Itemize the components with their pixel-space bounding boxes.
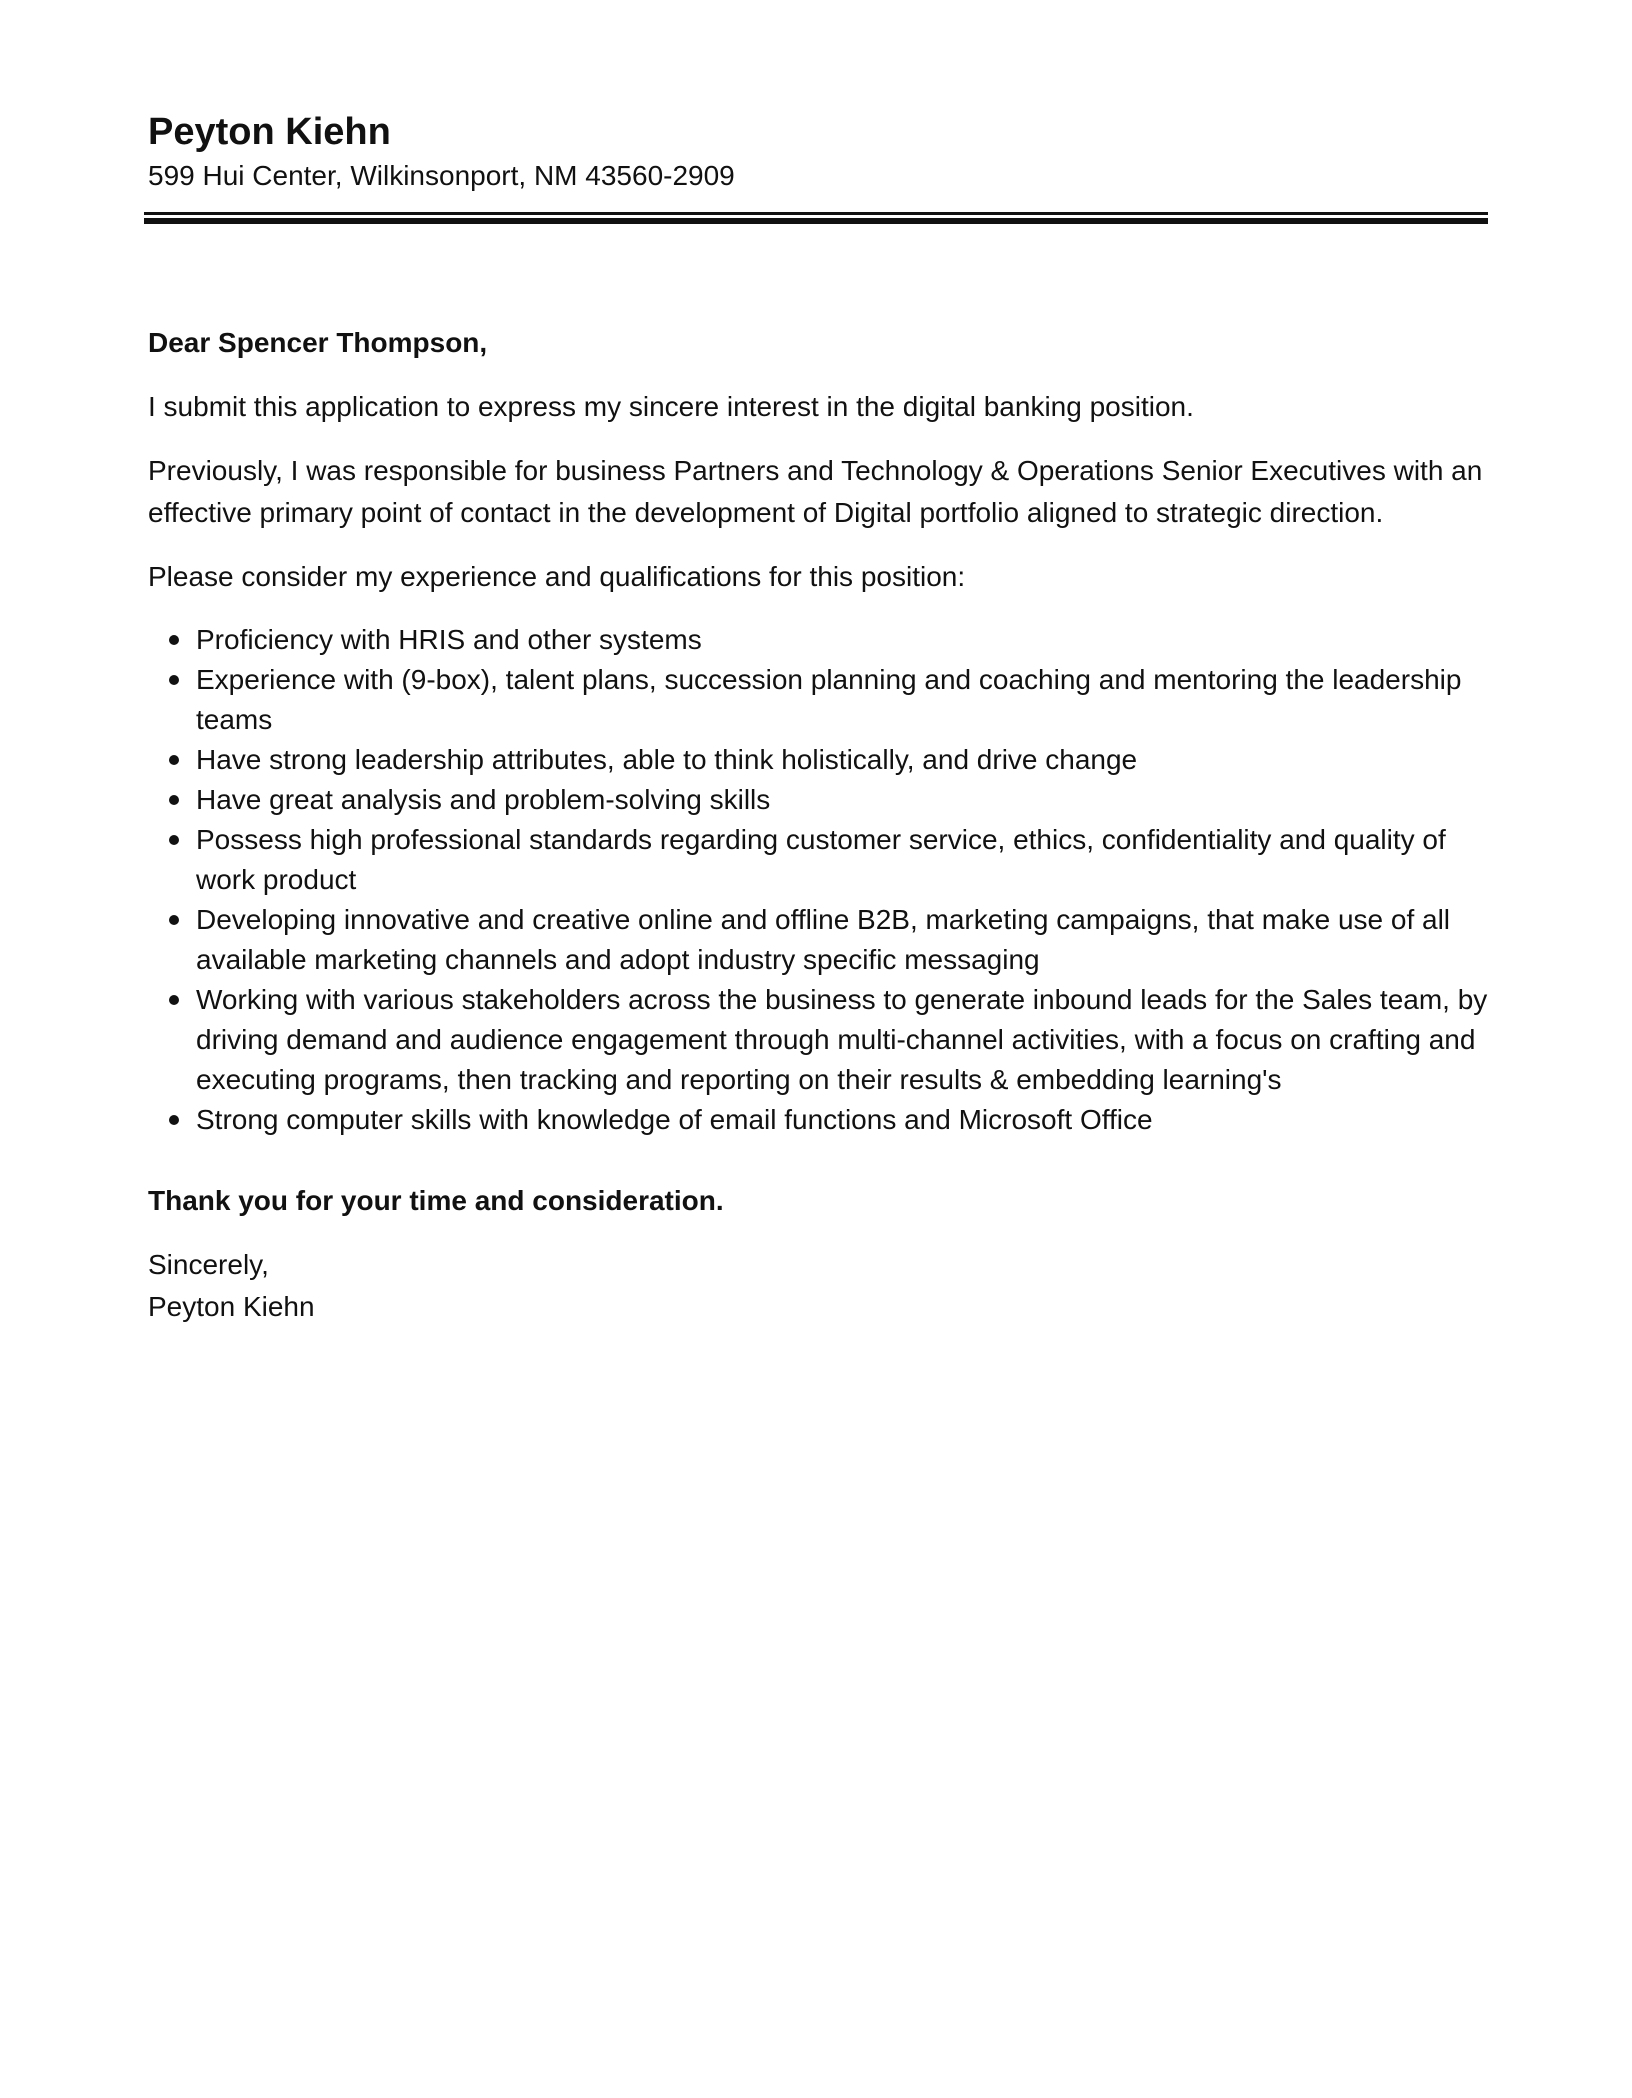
list-item: [148, 660, 1488, 740]
bullet-icon: [169, 795, 179, 805]
list-item: [148, 1100, 1488, 1140]
letter-header: [148, 108, 1484, 196]
bullet-icon: [169, 1115, 179, 1125]
list-item-text: Experience with (9-box), talent plans, succession planning and coaching and mentoring the leadership teams: [196, 664, 1462, 735]
list-item: [148, 740, 1488, 780]
sender-address: 599 Hui Center, Wilkinsonport, NM 43560-2909: [148, 160, 735, 191]
bullet-icon: [169, 675, 179, 685]
intro-paragraph: I submit this application to express my sincere interest in the digital banking position.: [148, 391, 1194, 422]
sender-name: Peyton Kiehn: [148, 111, 391, 153]
header-divider-thin: [144, 212, 1488, 215]
list-item-text: Have great analysis and problem-solving skills: [196, 784, 771, 815]
list-item: [148, 820, 1488, 900]
qualifications-list: [148, 620, 1488, 1140]
bullet-icon: [169, 915, 179, 925]
bullet-icon: [169, 995, 179, 1005]
signature-name: Peyton Kiehn: [148, 1291, 315, 1322]
signoff: Sincerely,: [148, 1249, 269, 1280]
qualifications-intro: Please consider my experience and qualifications for this position:: [148, 561, 966, 592]
salutation: Dear Spencer Thompson,: [148, 327, 488, 358]
list-item-text: Working with various stakeholders across the business to generate inbound leads for the Sales team, by driving demand and audience engagement through multi-channel activities, with a focus on crafting and executing programs, then tracking and reporting on their results & embedding learning's: [196, 984, 1488, 1095]
bullet-icon: [169, 635, 179, 645]
list-item-text: Proficiency with HRIS and other systems: [196, 624, 702, 655]
list-item: [148, 980, 1488, 1100]
bullet-icon: [169, 835, 179, 845]
list-item: [148, 900, 1488, 980]
experience-paragraph: Previously, I was responsible for business Partners and Technology & Operations Senior Executives with an effective primary point of contact in the development of Digital portfolio aligned to strategic direction.: [148, 455, 1483, 528]
list-item: [148, 780, 1488, 820]
list-item: [148, 620, 1488, 660]
list-item-text: Have strong leadership attributes, able to think holistically, and drive change: [196, 744, 1138, 775]
bullet-icon: [169, 755, 179, 765]
closing-line: Thank you for your time and consideration.: [148, 1185, 724, 1216]
list-item-text: Possess high professional standards regarding customer service, ethics, confidentiality and quality of work product: [196, 824, 1446, 895]
header-divider-thick: [144, 218, 1488, 224]
list-item-text: Strong computer skills with knowledge of email functions and Microsoft Office: [196, 1104, 1153, 1135]
header-divider: [144, 212, 1488, 224]
letter-body: [148, 322, 1488, 1328]
list-item-text: Developing innovative and creative online and offline B2B, marketing campaigns, that make use of all available marketing channels and adopt industry specific messaging: [196, 904, 1451, 975]
